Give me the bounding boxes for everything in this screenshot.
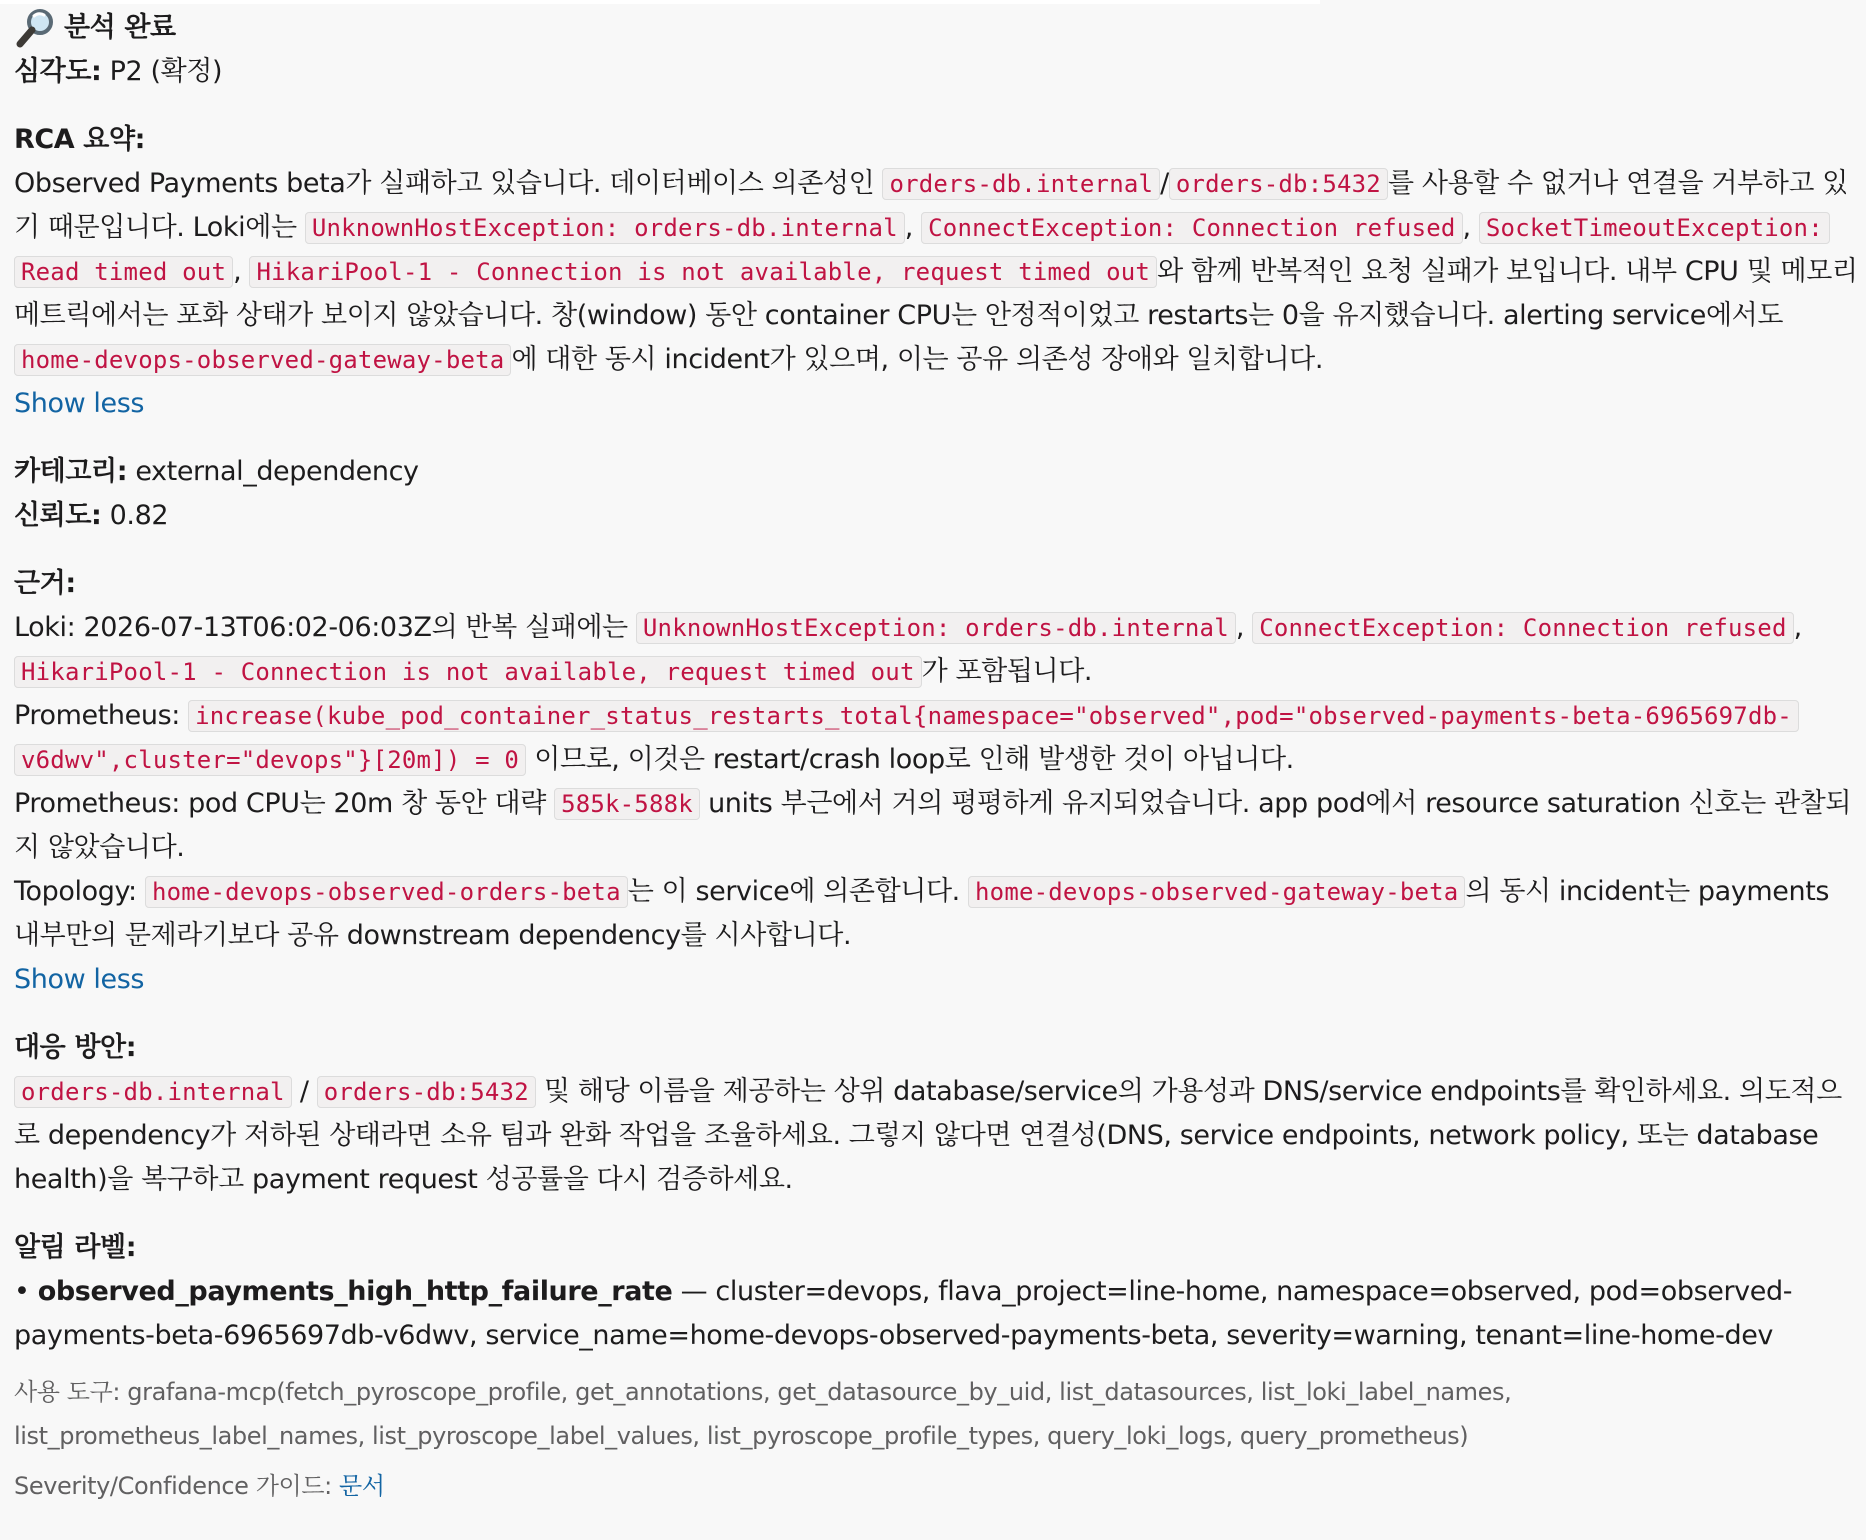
evidence-text: 이므로, 이것은 restart/crash loop로 인해 발생한 것이 아닙니다. [526, 744, 1294, 775]
evidence-text: Prometheus: [14, 700, 189, 731]
rca-summary [14, 162, 1860, 382]
top-divider [0, 0, 1320, 4]
inline-code: orders-db.internal [14, 1076, 292, 1108]
message-title: 분석 완료 [64, 12, 176, 43]
confidence-label: 신뢰도: [14, 500, 102, 531]
inline-code: home-devops-observed-orders-beta [145, 876, 628, 908]
rca-text: 를 사용할 수 없거나 연결을 거부하고 있기 때문입니다. Loki에는 [14, 168, 1848, 243]
alert-detail: — cluster=devops, flava_project=line-home, namespace=observed, pod=observed-payments-beta-6965697db-v6dwv, service_name=home-devops-observed-payments-beta, severity=warning, tenant=line-home-dev [14, 1276, 1793, 1351]
alert-name: observed_payments_high_http_failure_rate [37, 1276, 673, 1307]
evidence-text: units 부근에서 거의 평평하게 유지되었습니다. app pod에서 resource saturation 신호는 관찰되지 않았습니다. [14, 788, 1852, 863]
inline-code: orders-db:5432 [1169, 168, 1388, 200]
guide-line [14, 1464, 1860, 1508]
evidence-text: , [1235, 612, 1253, 643]
rca-text: Observed Payments beta가 실패하고 있습니다. 데이터베이스 의존성인 [14, 168, 883, 199]
evidence-text: Topology: [14, 876, 145, 907]
rca-heading [14, 118, 1860, 162]
alert-label-item [14, 1270, 1860, 1358]
inline-code: UnknownHostException: orders-db.internal [305, 212, 905, 244]
inline-code: UnknownHostException: orders-db.internal [636, 612, 1236, 644]
labels-heading [14, 1226, 1860, 1270]
category-label: 카테고리: [14, 456, 128, 487]
inline-code: home-devops-observed-gateway-beta [968, 876, 1465, 908]
severity-line [14, 50, 1860, 94]
evidence-text: 의 동시 incident는 payments 내부만의 문제라기보다 공유 downstream dependency를 시사합니다. [14, 876, 1830, 951]
severity-label: 심각도: [14, 56, 102, 87]
tools-used: 사용 도구: grafana-mcp(fetch_pyroscope_profile, get_annotations, get_datasource_by_uid, list_datasources, list_loki_label_names, list_prometheus_label_names, list_pyroscope_label_values, list_pyroscope_profile_types, query_loki_logs, query_prometheus) [14, 1378, 1512, 1450]
bullet: • [14, 1276, 38, 1307]
evidence-text: , [1793, 612, 1802, 643]
inline-code: SocketTimeoutException: Read timed out [14, 212, 1830, 288]
inline-code: increase(kube_pod_container_status_restarts_total{namespace="observed",pod="observed-payments-beta-6965697db-v6dwv",cluster="devops"}[20m]) = 0 [14, 700, 1799, 776]
evidence-text: Prometheus: pod CPU는 20m 창 동안 대략 [14, 788, 555, 819]
action-heading [14, 1026, 1860, 1070]
message-title-row [14, 6, 1860, 50]
rca-heading-text: RCA 요약: [14, 124, 146, 155]
evidence-heading-text: 근거: [14, 568, 76, 599]
inline-code: orders-db:5432 [317, 1076, 536, 1108]
inline-code: HikariPool-1 - Connection is not available, request timed out [249, 256, 1157, 288]
rca-text: 와 함께 반복적인 요청 실패가 보입니다. 내부 CPU 및 메모리 메트릭에서는 포화 상태가 보이지 않았습니다. 창(window) 동안 container CPU는 안정적이었고 restarts는 0을 유지했습니다. alerting service에서도 [14, 256, 1858, 331]
evidence-show-less-link[interactable]: Show less [14, 964, 145, 995]
inline-code: home-devops-observed-gateway-beta [14, 344, 511, 376]
evidence-item-prometheus-restarts [14, 694, 1860, 782]
evidence-text: 가 포함됩니다. [921, 656, 1093, 687]
magnifying-glass-icon [14, 6, 58, 50]
rca-text: , [233, 256, 250, 287]
evidence-item-topology [14, 870, 1860, 958]
inline-code: HikariPool-1 - Connection is not available, request timed out [14, 656, 922, 688]
inline-code: orders-db.internal [882, 168, 1160, 200]
evidence-text: 는 이 service에 의존합니다. [627, 876, 969, 907]
guide-doc-link[interactable]: 문서 [339, 1472, 385, 1500]
rca-text: 에 대한 동시 incident가 있으며, 이는 공유 의존성 장애와 일치합니다. [511, 344, 1324, 375]
confidence-line [14, 494, 1860, 538]
inline-code: 585k-588k [554, 788, 700, 820]
action-body [14, 1070, 1860, 1202]
category-line [14, 450, 1860, 494]
action-text: / [291, 1076, 317, 1107]
rca-show-less-link[interactable]: Show less [14, 388, 145, 419]
analysis-message [14, 6, 1860, 1508]
confidence-value: 0.82 [101, 500, 169, 531]
evidence-item-loki [14, 606, 1860, 694]
action-text: 및 해당 이름을 제공하는 상위 database/service의 가용성과 DNS/service endpoints를 확인하세요. 의도적으로 dependency가 저하된 상태라면 소유 팀과 완화 작업을 조율하세요. 그렇지 않다면 연결성(DNS, service endpoints, network policy, 또는 database health)을 복구하고 payment request 성공률을 다시 검증하세요. [14, 1076, 1842, 1195]
evidence-item-prometheus-cpu [14, 782, 1860, 870]
rca-text: , [1462, 212, 1479, 243]
evidence-text: Loki: 2026-07-13T06:02-06:03Z의 반복 실패에는 [14, 612, 636, 643]
rca-text: / [1160, 168, 1169, 199]
evidence-heading [14, 562, 1860, 606]
severity-value: P2 (확정) [101, 56, 223, 87]
rca-text: , [904, 212, 922, 243]
action-heading-text: 대응 방안: [14, 1032, 137, 1063]
category-value: external_dependency [127, 456, 419, 487]
inline-code: ConnectException: Connection refused [1252, 612, 1793, 644]
inline-code: ConnectException: Connection refused [921, 212, 1462, 244]
labels-heading-text: 알림 라벨: [14, 1232, 137, 1263]
guide-label: Severity/Confidence 가이드: [14, 1472, 340, 1500]
